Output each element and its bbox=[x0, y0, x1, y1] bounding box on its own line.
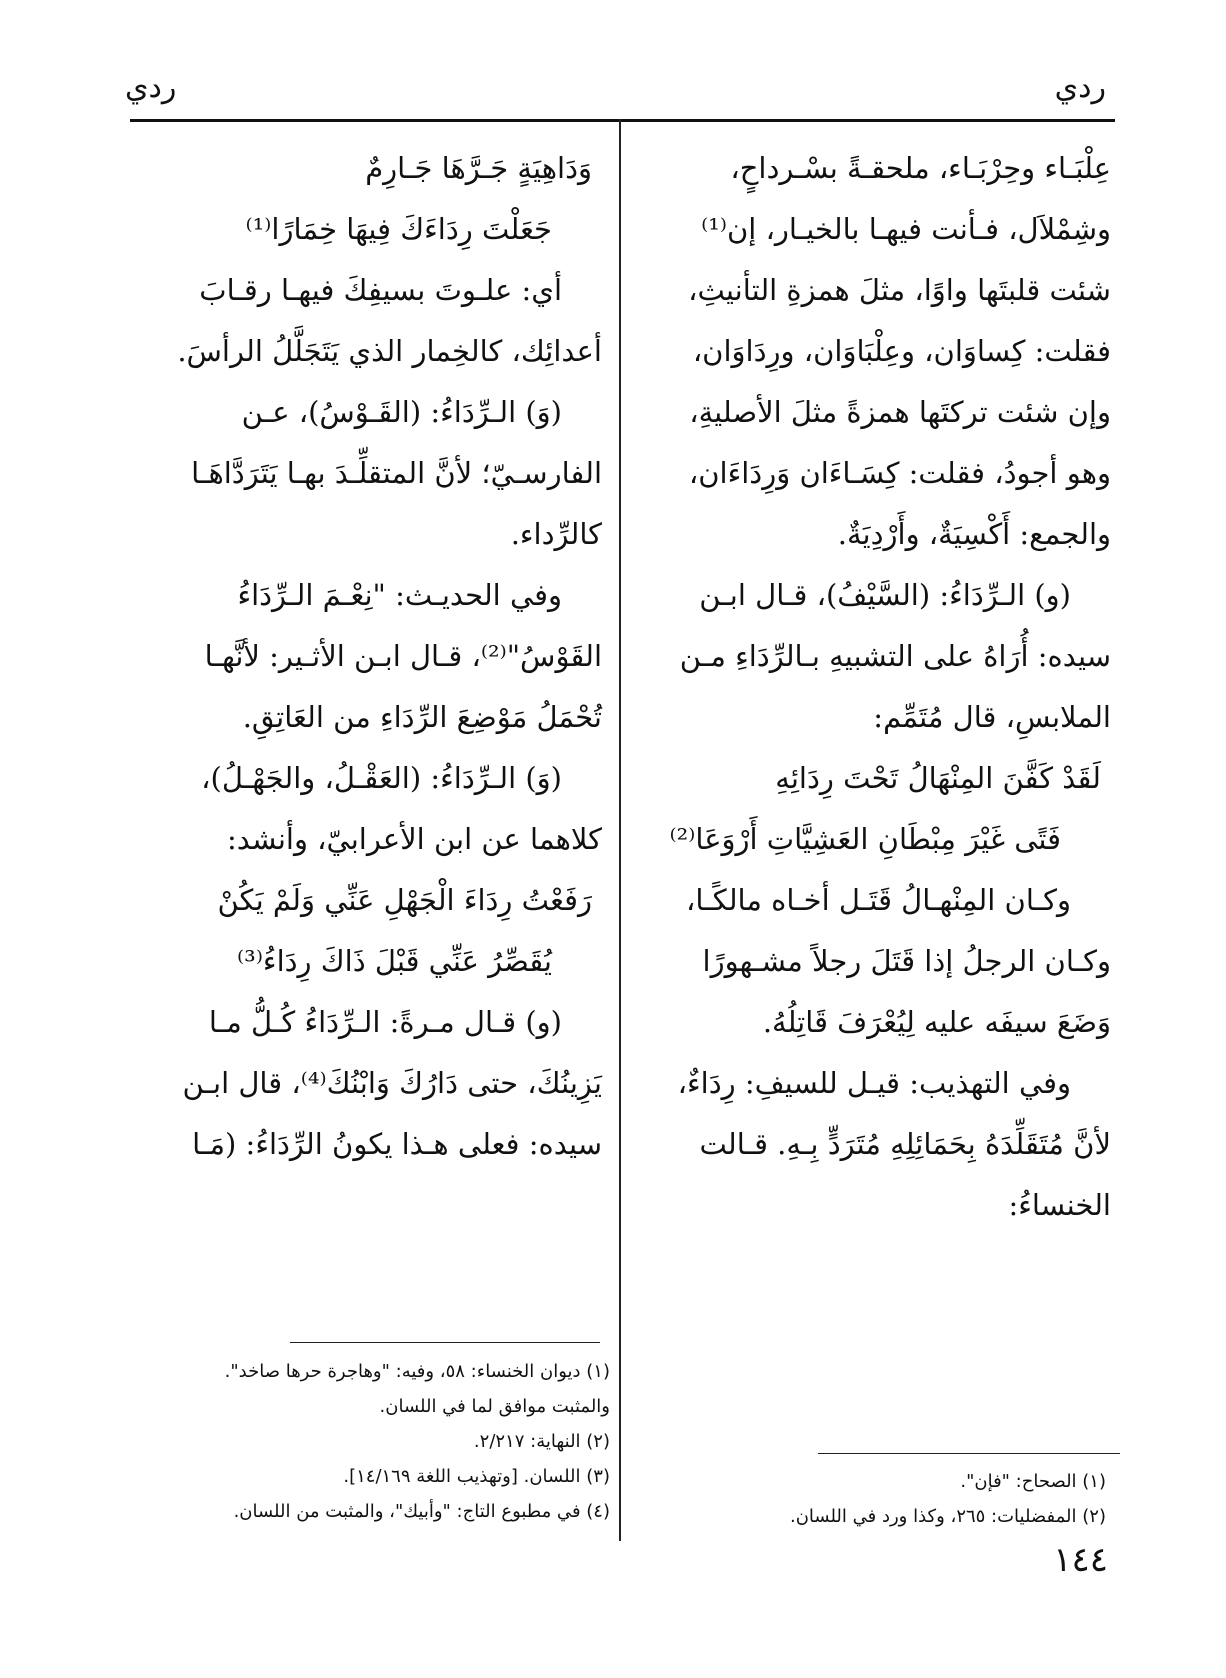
verse-line: فَتًى غَيْرَ مِبْطَانِ العَشِيَّاتِ أَرْوَعَا⁽²⁾ bbox=[669, 822, 1061, 856]
text-line: وَضَعَ سيفَه عليه لِيُعْرَفَ قَاتِلُهُ. bbox=[762, 1005, 1111, 1039]
text-line: (وَ) الـرِّدَاءُ: (العَقْـلُ، والجَهْـلُ)، bbox=[201, 761, 562, 795]
text-line: أي: علـوتَ بسيفِكَ فيهـا رقـابَ bbox=[199, 273, 562, 307]
footnote: (٢) النهاية: ٢/٢١٧. bbox=[473, 1431, 610, 1452]
text-line: شئت قلبتَها واوًا، مثلَ همزةِ التأنيثِ، bbox=[688, 273, 1111, 307]
page-number: ١٤٤ bbox=[1053, 1540, 1108, 1580]
running-header-left: ردي bbox=[125, 70, 177, 105]
header-rule bbox=[130, 119, 1115, 122]
footnote-rule-right bbox=[818, 1453, 1120, 1454]
text-line: وهو أجودُ، فقلت: كِسَـاءَان وَرِدَاءَان، bbox=[688, 456, 1111, 490]
text-line: الملابسِ، قال مُتَمِّم: bbox=[873, 700, 1111, 734]
right-column-text bbox=[631, 138, 1111, 1236]
text-line: فقلت: كِساوَان، وعِلْبَاوَان، ورِدَاوَان، bbox=[692, 334, 1111, 368]
text-line: وكـان الرجلُ إذا قَتَلَ رجلاً مشـهورًا bbox=[702, 944, 1111, 978]
footnote: (٢) المفضليات: ٢٦٥، وكذا ورد في اللسان. bbox=[789, 1506, 1106, 1527]
text-line: القَوْسُ"⁽²⁾، قـال ابـن الأثـير: لأنَّهـا bbox=[204, 639, 602, 673]
text-line: وشِمْلاَل، فـأنت فيهـا بالخيـار، إن⁽¹⁾ bbox=[701, 212, 1111, 246]
footnote: (٣) اللسان. [وتهذيب اللغة ١٤/١٦٩]. bbox=[343, 1466, 610, 1487]
text-line: وكـان المِنْهـالُ قَتَـل أخـاه مالكًـا، bbox=[686, 883, 1071, 917]
text-line: الفارسـيّ؛ لأنَّ المتقلِّـدَ بهـا يَتَرَدَّاهَـا bbox=[191, 456, 602, 490]
running-header-right: ردي bbox=[1054, 70, 1106, 105]
text-line: وفي الحديـث: "نِعْـمَ الـرِّدَاءُ bbox=[237, 578, 562, 612]
footnote: (١) ديوان الخنساء: ٥٨، وفيه: "وهاجرة حرها صاخد". bbox=[224, 1361, 610, 1382]
verse-line: لَقَدْ كَفَّنَ المِنْهَالُ تَحْتَ رِدَائِهِ bbox=[775, 761, 1101, 795]
footnote: (١) الصحاح: "فإن". bbox=[960, 1471, 1106, 1492]
text-line: (وَ) الـرِّدَاءُ: (القَـوْسُ)، عـن bbox=[241, 395, 562, 429]
text-line: تُحْمَلُ مَوْضِعَ الرِّدَاءِ من العَاتِقِ. bbox=[242, 700, 602, 734]
text-line: لأنَّ مُتَقَلِّدَهُ بِحَمَائِلِهِ مُتَرَدٍّ بِـهِ. قـالت bbox=[699, 1127, 1111, 1161]
footnote: (٤) في مطبوع التاج: "وأبيك"، والمثبت من اللسان. bbox=[233, 1501, 610, 1522]
left-column-text bbox=[140, 138, 602, 1175]
text-line: سيده: أُرَاهُ على التشبيهِ بـالرِّدَاءِ مـن bbox=[679, 639, 1111, 673]
text-line: كلاهما عن ابن الأعرابيّ، وأنشد: bbox=[226, 822, 602, 856]
text-line: وإن شئت تركتَها همزةً مثلَ الأصليةِ، bbox=[689, 395, 1111, 429]
text-line: يَزِينُكَ، حتى دَارُكَ وَابْنُكَ⁽⁴⁾، قال ابـن bbox=[182, 1066, 602, 1100]
column-divider bbox=[619, 119, 621, 1541]
text-line: عِلْبَـاء وحِرْبَـاء، ملحقـةً بسْـرداحٍ، bbox=[730, 151, 1111, 185]
footnotes-left bbox=[140, 1354, 610, 1529]
text-line: الخنساءُ: bbox=[1008, 1188, 1111, 1222]
text-line: أعدائِك، كالخِمار الذي يَتَجَلَّلُ الرأسَ. bbox=[177, 334, 602, 368]
text-line: (و) قـال مـرةً: الـرِّدَاءُ كُـلُّ مـا bbox=[208, 1005, 562, 1039]
text-line: (و) الـرِّدَاءُ: (السَّيْفُ)، قـال ابـن bbox=[699, 578, 1071, 612]
verse-line: رَفَعْتُ رِدَاءَ الْجَهْلِ عَنِّي وَلَمْ يَكُنْ bbox=[217, 883, 592, 917]
text-line: كالرِّداء. bbox=[510, 517, 602, 551]
footnote-rule-left bbox=[290, 1342, 600, 1343]
text-line: والجمع: أَكْسِيَةٌ، وأَرْدِيَةٌ. bbox=[837, 517, 1111, 551]
verse-line: جَعَلْتَ رِدَاءَكَ فِيهَا خِمَارًا⁽¹⁾ bbox=[245, 212, 552, 246]
text-line: سيده: فعلى هـذا يكونُ الرِّدَاءُ: (مَـا bbox=[192, 1127, 602, 1161]
text-line: وفي التهذيب: قيـل للسيفِ: رِدَاءٌ، bbox=[677, 1066, 1071, 1100]
footnote: والمثبت موافق لما في اللسان. bbox=[379, 1396, 610, 1417]
verse-line: وَدَاهِيَةٍ جَـرَّهَا جَـارِمٌ bbox=[365, 151, 592, 185]
footnotes-right bbox=[676, 1464, 1106, 1534]
verse-line: يُقَصِّرُ عَنِّي قَبْلَ ذَاكَ رِدَاءُ⁽³⁾ bbox=[237, 944, 552, 978]
